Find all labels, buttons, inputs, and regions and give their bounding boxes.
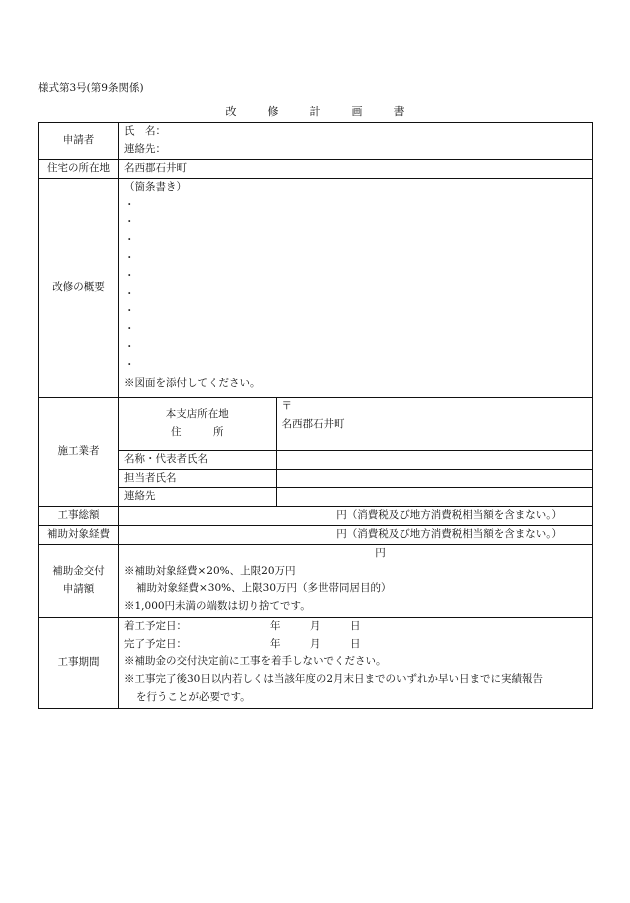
contractor-subtable <box>119 398 592 506</box>
applicant-row <box>39 123 593 160</box>
subsidy-request-yen: 円 <box>375 546 386 559</box>
form-number: 様式第3号(第9条関係) <box>38 82 144 94</box>
plan-form-table <box>38 122 593 709</box>
subsidy-request-cell[interactable] <box>119 544 593 617</box>
total-cost-label: 工事総額 <box>39 507 119 526</box>
summary-bullet: ・ <box>124 358 135 371</box>
summary-bullet: ・ <box>124 287 135 300</box>
total-cost-value[interactable]: 円（消費税及び地方消費税相当額を含まない。） <box>119 507 593 526</box>
period-label: 工事期間 <box>39 617 119 708</box>
total-cost-row <box>39 507 593 526</box>
subsidy-request-label: 補助金交付 申請額 <box>39 544 119 617</box>
person-value[interactable] <box>276 469 592 488</box>
document-title: 改 修 計 画 書 <box>225 105 415 118</box>
office-address-label: 本支店所在地 住 所 <box>119 398 276 451</box>
subsidy-rate-line-2: 補助対象経費×30%、上限30万円（多世帯同居目的） <box>136 582 392 595</box>
summary-note: ※図面を添付してください。 <box>124 376 261 389</box>
period-note-2: ※工事完了後30日以内若しくは当該年度の2月末日までのいずれか早い日までに実績報告 <box>124 673 544 686</box>
contractor-row <box>39 397 593 506</box>
period-note-3: を行うことが必要です。 <box>136 690 251 703</box>
period-note-1: ※補助金の交付決定前に工事を着手しないでください。 <box>124 655 387 668</box>
subsidy-cost-value[interactable]: 円（消費税及び地方消費税相当額を含まない。） <box>119 525 593 544</box>
subsidy-cost-row <box>39 525 593 544</box>
summary-bullet: ・ <box>124 216 135 229</box>
subsidy-rounding-note: ※1,000円未満の端数は切り捨てです。 <box>124 600 311 613</box>
subsidy-rate-line-1: ※補助対象経費×20%、上限20万円 <box>124 564 296 577</box>
applicant-contact-label: 連絡先： <box>124 142 166 155</box>
company-name-value[interactable] <box>276 450 592 469</box>
summary-heading: （箇条書き） <box>124 180 187 193</box>
person-label: 担当者氏名 <box>119 469 276 488</box>
summary-bullet: ・ <box>124 251 135 264</box>
office-address-text: 名西郡石井町 <box>281 417 345 430</box>
summary-label: 改修の概要 <box>39 178 119 397</box>
address-row <box>39 160 593 179</box>
applicant-label: 申請者 <box>39 123 119 160</box>
subsidy-cost-label: 補助対象経費 <box>39 525 119 544</box>
summary-bullet: ・ <box>124 234 135 247</box>
address-label: 住宅の所在地 <box>39 160 119 179</box>
contractor-contact-label: 連絡先 <box>119 488 276 506</box>
period-cell[interactable] <box>119 617 593 708</box>
company-name-label: 名称・代表者氏名 <box>119 450 276 469</box>
summary-bullet: ・ <box>124 198 135 211</box>
contractor-label: 施工業者 <box>39 397 119 506</box>
summary-bullet: ・ <box>124 340 135 353</box>
summary-bullet: ・ <box>124 305 135 318</box>
postal-mark: 〒 <box>281 399 292 412</box>
contractor-contact-value[interactable] <box>276 488 592 506</box>
applicant-cell[interactable] <box>119 123 593 160</box>
contractor-cell <box>119 397 593 506</box>
subsidy-request-row <box>39 544 593 617</box>
applicant-name-label: 氏 名： <box>124 125 166 137</box>
start-date-line: 着工予定日： 年 月 日 <box>124 619 361 632</box>
address-value[interactable]: 名西郡石井町 <box>119 160 593 179</box>
summary-row <box>39 178 593 397</box>
summary-bullet: ・ <box>124 323 135 336</box>
summary-bullet: ・ <box>124 269 135 282</box>
office-address-value[interactable] <box>276 398 592 451</box>
period-row <box>39 617 593 708</box>
end-date-line: 完了予定日： 年 月 日 <box>124 637 361 650</box>
summary-cell[interactable] <box>119 178 593 397</box>
